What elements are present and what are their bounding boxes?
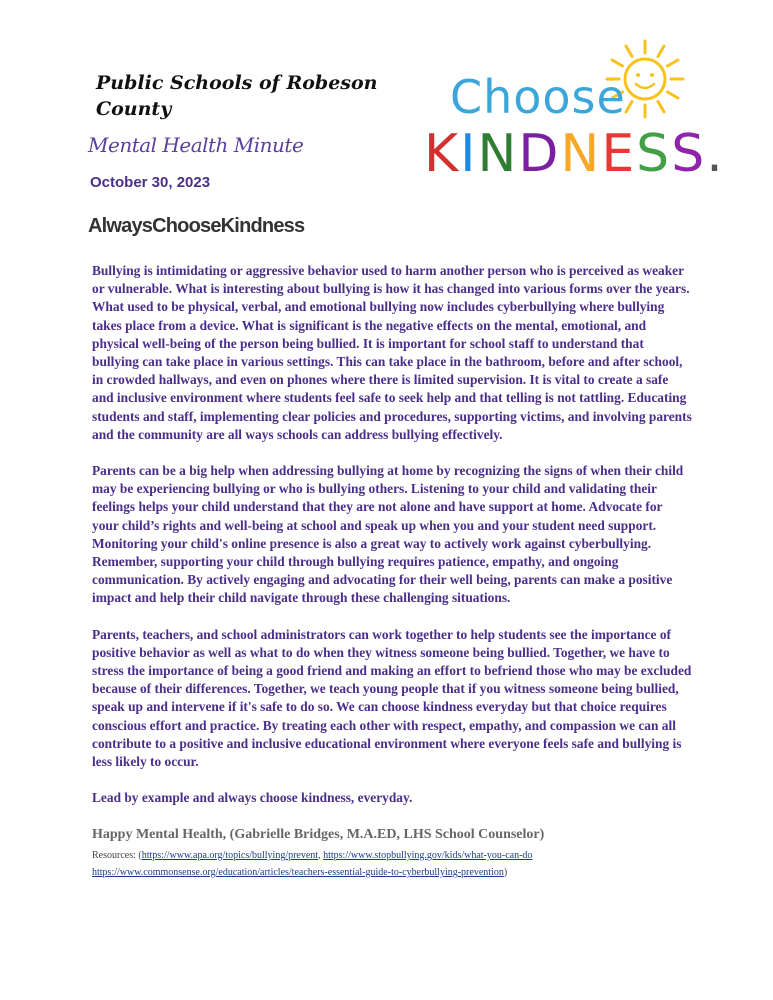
paragraph-closing: Lead by example and always choose kindness, everyday.	[92, 790, 413, 806]
resources-close: )	[503, 867, 508, 878]
article-heading: AlwaysChooseKindness	[88, 215, 305, 237]
logo-letter: N	[477, 124, 519, 184]
logo-kindness-text	[424, 124, 725, 184]
resource-link-commonsense[interactable]: https://www.commonsense.org/education/articles/teachers-essential-guide-to-cyberbullying-prevention	[92, 867, 504, 878]
resource-link-apa[interactable]: https://www.apa.org/topics/bullying/prevent	[141, 850, 319, 861]
logo-letter: E	[601, 124, 637, 184]
resources-label: Resources: (	[92, 850, 142, 861]
organization-title: Public Schools of Robeson County	[96, 72, 378, 120]
logo-choose-text: Choose	[450, 70, 626, 124]
logo-letter: D	[518, 124, 561, 184]
logo-letter: S	[671, 124, 707, 184]
author-signature: Happy Mental Health, (Gabrielle Bridges, M.A.ED, LHS School Counselor)	[92, 827, 545, 842]
logo-letter: K	[424, 124, 461, 184]
logo-letter: I	[460, 124, 478, 184]
logo-letter: S	[636, 124, 672, 184]
resources-list: Resources: (https://www.apa.org/topics/bullying/prevent, https://www.stopbullying.gov/kids/what-you-can-do https://www.commonsense.org/education/articles/teachers-essential-guide-to-cyberbullying-prevention)	[92, 850, 533, 878]
paragraph-collaboration: Parents, teachers, and school administrators can work together to help students see the importance of positive behavior as well as what to do when they witness someone being bullied. Together, we have to stress the importance of being a good friend and making an effort to befriend those who may be excluded because of their differences. Together, we teach young people that if you witness someone being bullied, speak up and intervene if it's safe to do so. We can choose kindness everyday but that choice requires conscious effort and practice. By treating each other with respect, empathy, and compassion we can all contribute to a positive and inclusive educational environment where everyone feels safe and bullying is less likely to occur.	[92, 626, 692, 770]
logo-letter: .	[706, 124, 725, 184]
resource-link-stopbullying[interactable]: https://www.stopbullying.gov/kids/what-you-can-do	[323, 850, 533, 861]
newsletter-subtitle: Mental Health Minute	[88, 133, 304, 157]
publication-date: October 30, 2023	[90, 174, 211, 191]
paragraph-parents: Parents can be a big help when addressing bullying at home by recognizing the signs of when their child may be experiencing bullying or who is bullying others. Listening to your child and validating their feelings helps your child understand that they are not alone and have support at home. Advocate for your child’s rights and well-being at school and speak up when you and your student need support. Monitoring your child's online presence is also a great way to actively work against cyberbullying. Remember, supporting your child through bullying requires patience, empathy, and ongoing communication. By actively engaging and advocating for their well being, parents can make a positive impact and help their child navigate through these challenging situations.	[92, 463, 684, 606]
choose-kindness-logo	[420, 32, 725, 192]
paragraph-definition: Bullying is intimidating or aggressive behavior used to harm another person who is perceived as weaker or vulnerable. What is interesting about bullying is how it has changed into various forms over the years. What used to be physical, verbal, and emotional bullying now includes cyberbullying where bullying takes place from a device. What is significant is the negative effects on the mental, emotional, and physical well-being of the person being bullied. It is important for school staff to understand that bullying can take place in various settings. This can take place in the bathroom, before and after school, in crowded hallways, and even on phones where there is limited supervision. It is vital to create a safe and inclusive environment where students feel safe to seek help and that telling is not tattling. Educating students and staff, implementing clear policies and procedures, supporting victims, and involving parents and the community are all ways schools can address bullying effectively.	[92, 263, 692, 442]
article-body	[92, 262, 692, 825]
logo-letter: N	[560, 124, 602, 184]
